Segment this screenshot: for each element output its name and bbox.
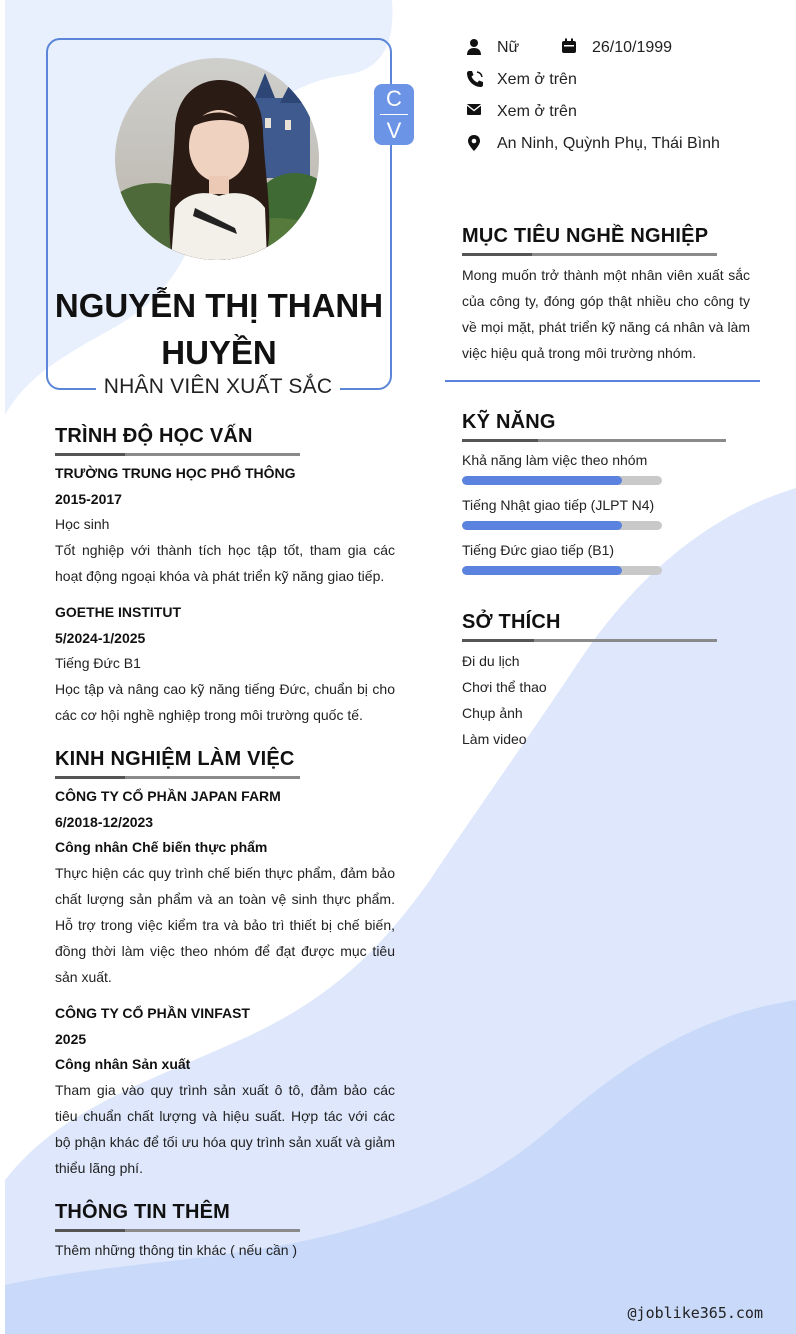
objective-title: MỤC TIÊU NGHỀ NGHIỆP bbox=[462, 225, 709, 247]
gender-value: Nữ bbox=[497, 39, 520, 56]
skill-bar-fill bbox=[462, 521, 622, 530]
objective-divider bbox=[445, 380, 760, 382]
full-name: NGUYỄN THỊ THANH HUYỀN bbox=[54, 287, 384, 371]
contact-gender bbox=[466, 36, 519, 60]
hobbies-title: SỞ THÍCH bbox=[462, 611, 561, 633]
education-role: Học sinh bbox=[55, 516, 110, 532]
skill-item bbox=[462, 542, 662, 575]
additional-rule bbox=[55, 1229, 300, 1232]
contact-dob bbox=[561, 36, 672, 60]
skill-item bbox=[462, 497, 662, 530]
objective-rule bbox=[462, 253, 717, 256]
experience-desc: Thực hiện các quy trình chế biến thực phẩm, đảm bảo chất lượng sản phẩm và an toàn vệ sinh thực phẩm. Hỗ trợ trong việc kiểm tra và bảo trì thiết bị chế biến, đồng thời làm việc theo nhóm để đạt được mục tiêu sản xuất. bbox=[55, 865, 395, 985]
contact-email bbox=[466, 100, 577, 124]
email-value[interactable]: Xem ở trên bbox=[497, 103, 577, 120]
education-date: 5/2024-1/2025 bbox=[55, 630, 146, 646]
education-role: Tiếng Đức B1 bbox=[55, 655, 141, 671]
education-item bbox=[55, 463, 395, 589]
phone-icon bbox=[466, 70, 486, 90]
experience-rule bbox=[55, 776, 300, 779]
skill-label: Tiếng Đức giao tiếp (B1) bbox=[462, 542, 615, 558]
calendar-icon bbox=[561, 38, 581, 58]
hobby-item: Chơi thể thao bbox=[462, 679, 547, 695]
experience-desc: Tham gia vào quy trình sản xuất ô tô, đảm bảo các tiêu chuẩn chất lượng và hiệu suất. Hợp tác với các bộ phận khác để tối ưu hóa quy trình sản xuất và giảm thiểu lãng phí. bbox=[55, 1082, 395, 1176]
avatar bbox=[115, 58, 319, 260]
skills-rule bbox=[462, 439, 726, 442]
education-title: TRÌNH ĐỘ HỌC VẤN bbox=[55, 425, 253, 447]
cv-badge-divider bbox=[380, 114, 408, 115]
experience-org: CÔNG TY CỔ PHẦN VINFAST bbox=[55, 1005, 250, 1021]
experience-role: Công nhân Sản xuất bbox=[55, 1056, 191, 1072]
education-rule bbox=[55, 453, 300, 456]
contact-phone bbox=[466, 68, 577, 92]
hobbies-list bbox=[462, 648, 547, 752]
skill-item bbox=[462, 452, 662, 485]
watermark: @joblike365.com bbox=[627, 1304, 763, 1322]
education-item bbox=[55, 602, 395, 728]
skill-label: Tiếng Nhật giao tiếp (JLPT N4) bbox=[462, 497, 655, 513]
education-date: 2015-2017 bbox=[55, 491, 122, 507]
experience-title: KINH NGHIỆM LÀM VIỆC bbox=[55, 748, 295, 770]
location-icon bbox=[466, 134, 486, 154]
education-desc: Tốt nghiệp với thành tích học tập tốt, tham gia các hoạt động ngoại khóa và phát triển kỹ năng giao tiếp. bbox=[55, 542, 395, 584]
dob-value: 26/10/1999 bbox=[592, 39, 673, 56]
skill-bar bbox=[462, 476, 662, 485]
contact-address bbox=[466, 132, 720, 156]
hobby-item: Làm video bbox=[462, 731, 527, 747]
hobbies-rule bbox=[462, 639, 717, 642]
skills-title: KỸ NĂNG bbox=[462, 411, 556, 433]
experience-role: Công nhân Chế biến thực phẩm bbox=[55, 839, 268, 855]
objective-text: Mong muốn trở thành một nhân viên xuất sắc của công ty, đóng góp thật nhiều cho công ty về mọi mặt, phát triển kỹ năng cá nhân và làm việc hiệu quả trong môi trường nhóm. bbox=[462, 267, 750, 361]
experience-date: 2025 bbox=[55, 1031, 87, 1047]
skill-bar bbox=[462, 566, 662, 575]
hobby-item: Chụp ảnh bbox=[462, 705, 523, 721]
address-value: An Ninh, Quỳnh Phụ, Thái Bình bbox=[497, 135, 720, 152]
email-icon bbox=[466, 102, 486, 122]
education-desc: Học tập và nâng cao kỹ năng tiếng Đức, chuẩn bị cho các cơ hội nghề nghiệp trong môi trường quốc tế. bbox=[55, 681, 395, 723]
experience-date: 6/2018-12/2023 bbox=[55, 814, 154, 830]
person-icon bbox=[466, 38, 486, 58]
phone-value[interactable]: Xem ở trên bbox=[497, 71, 577, 88]
skill-bar-fill bbox=[462, 476, 622, 485]
skill-bar bbox=[462, 521, 662, 530]
hobby-item: Đi du lịch bbox=[462, 653, 520, 669]
education-org: TRƯỜNG TRUNG HỌC PHỔ THÔNG bbox=[55, 465, 296, 481]
cv-badge bbox=[374, 84, 414, 145]
avatar-photo bbox=[115, 58, 319, 260]
job-title: NHÂN VIÊN XUẤT SẮC bbox=[96, 375, 340, 399]
additional-title: THÔNG TIN THÊM bbox=[55, 1201, 231, 1223]
education-org: GOETHE INSTITUT bbox=[55, 604, 181, 620]
skill-label: Khả năng làm việc theo nhóm bbox=[462, 452, 648, 468]
skill-bar-fill bbox=[462, 566, 622, 575]
cv-badge-letter-v: V bbox=[386, 118, 402, 143]
experience-item bbox=[55, 786, 395, 990]
experience-org: CÔNG TY CỔ PHẦN JAPAN FARM bbox=[55, 788, 281, 804]
cv-badge-letter-c: C bbox=[386, 86, 402, 111]
additional-text: Thêm những thông tin khác ( nếu cần ) bbox=[55, 1242, 298, 1258]
experience-item bbox=[55, 1003, 395, 1181]
